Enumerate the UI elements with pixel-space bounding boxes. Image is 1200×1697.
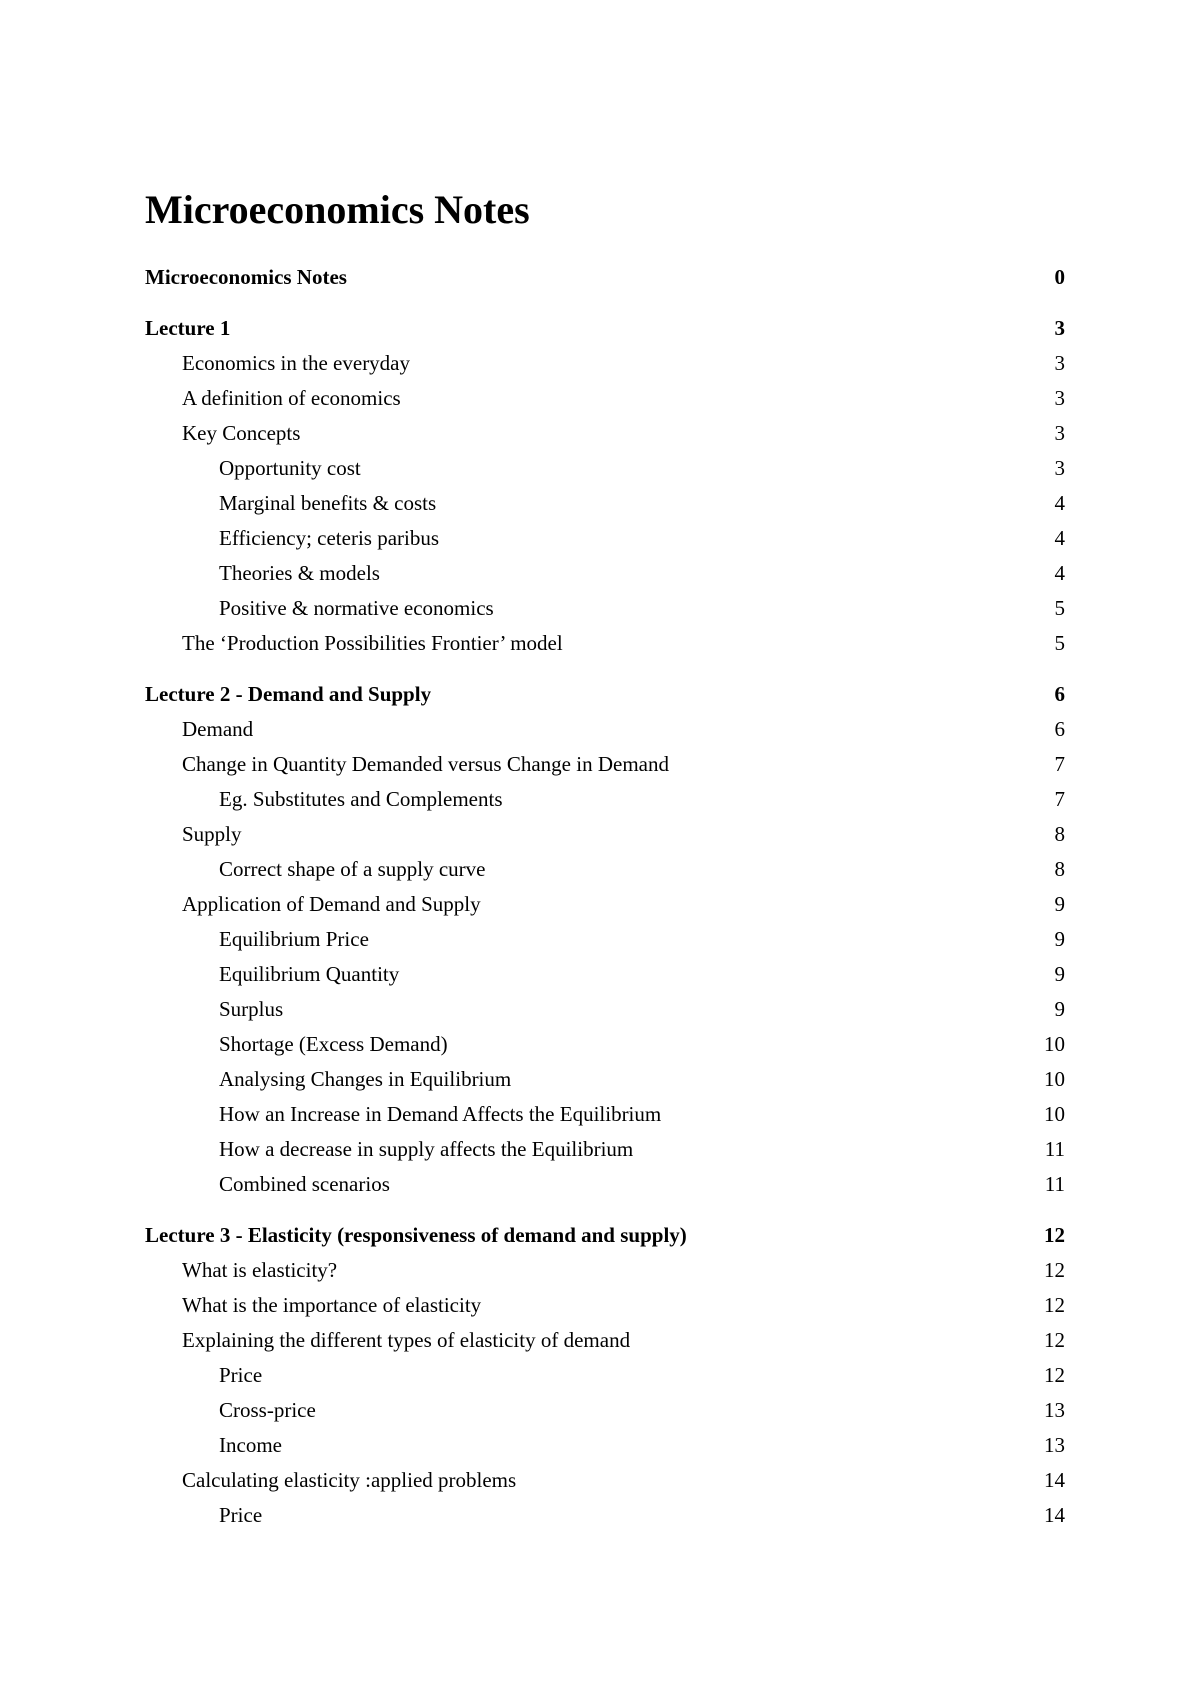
toc-entry-page-number: 7 xyxy=(1054,752,1065,776)
toc-entry[interactable] xyxy=(145,747,1065,782)
toc-entry-page-number: 14 xyxy=(1044,1468,1065,1492)
toc-entry-label: Change in Quantity Demanded versus Change in Demand xyxy=(182,752,669,776)
toc-entry-label: Theories & models xyxy=(219,561,380,585)
toc-entry-label: Application of Demand and Supply xyxy=(182,892,481,916)
toc-entry-page-number: 13 xyxy=(1044,1433,1065,1457)
toc-entry-page-number: 3 xyxy=(1054,456,1065,480)
toc-entry[interactable] xyxy=(145,712,1065,747)
toc-entry-page-number: 8 xyxy=(1054,857,1065,881)
toc-entry-page-number: 8 xyxy=(1054,822,1065,846)
toc-entry-label: Lecture 2 - Demand and Supply xyxy=(145,682,432,706)
toc-entry-label: Lecture 3 - Elasticity (responsiveness of demand and supply) xyxy=(145,1223,687,1247)
toc-entry-label: Correct shape of a supply curve xyxy=(219,857,486,881)
toc-entry[interactable] xyxy=(145,1288,1065,1323)
toc-entry-page-number: 0 xyxy=(1054,265,1065,289)
toc-entry-page-number: 6 xyxy=(1054,682,1065,706)
toc-entry-label: Economics in the everyday xyxy=(182,351,411,375)
toc-entry-label: Eg. Substitutes and Complements xyxy=(219,787,503,811)
toc-entry[interactable] xyxy=(145,521,1065,556)
toc-entry[interactable] xyxy=(145,1097,1065,1132)
toc-entry-label: Shortage (Excess Demand) xyxy=(219,1032,448,1056)
toc-entry-label: A definition of economics xyxy=(182,386,401,410)
toc-entry[interactable] xyxy=(145,1323,1065,1358)
toc-entry-label: Key Concepts xyxy=(182,421,301,445)
toc-entry[interactable] xyxy=(145,451,1065,486)
toc-entry[interactable] xyxy=(145,486,1065,521)
toc-entry-label: What is elasticity? xyxy=(182,1258,338,1282)
toc-entry-label: Opportunity cost xyxy=(219,456,361,480)
toc-entry[interactable] xyxy=(145,957,1065,992)
toc-entry-label: Positive & normative economics xyxy=(219,596,494,620)
toc-entry[interactable] xyxy=(145,992,1065,1027)
toc-entry-page-number: 5 xyxy=(1054,596,1065,620)
toc-entry-label: Analysing Changes in Equilibrium xyxy=(219,1067,512,1091)
toc-entry-page-number: 9 xyxy=(1054,892,1065,916)
toc-entry-page-number: 12 xyxy=(1044,1363,1065,1387)
toc-entry[interactable] xyxy=(145,1062,1065,1097)
toc-entry-label: Demand xyxy=(182,717,254,741)
toc-entry-page-number: 10 xyxy=(1044,1067,1065,1091)
toc-entry-page-number: 9 xyxy=(1054,927,1065,951)
toc-entry-page-number: 12 xyxy=(1044,1293,1065,1317)
toc-entry[interactable] xyxy=(145,416,1065,451)
toc-entry[interactable] xyxy=(145,346,1065,381)
toc-entry-page-number: 12 xyxy=(1044,1258,1065,1282)
toc-entry[interactable] xyxy=(145,556,1065,591)
toc-entry[interactable] xyxy=(145,591,1065,626)
toc-entry-label: The ‘Production Possibilities Frontier’ model xyxy=(182,631,563,655)
toc-entry-label: How an Increase in Demand Affects the Equilibrium xyxy=(219,1102,662,1126)
toc-entry-page-number: 3 xyxy=(1054,386,1065,410)
toc-entry[interactable] xyxy=(145,1167,1065,1202)
toc-entry-label: How a decrease in supply affects the Equilibrium xyxy=(219,1137,634,1161)
toc-entry[interactable] xyxy=(145,1027,1065,1062)
toc-entry-label: Marginal benefits & costs xyxy=(219,491,437,515)
toc-entry-page-number: 13 xyxy=(1044,1398,1065,1422)
toc-entry-page-number: 6 xyxy=(1054,717,1065,741)
toc-heading[interactable] xyxy=(145,677,1065,712)
toc-entry[interactable] xyxy=(145,1393,1065,1428)
toc-entry[interactable] xyxy=(145,1428,1065,1463)
toc-entry[interactable] xyxy=(145,817,1065,852)
toc-entry-page-number: 9 xyxy=(1054,997,1065,1021)
toc-heading[interactable] xyxy=(145,1218,1065,1253)
toc-entry[interactable] xyxy=(145,782,1065,817)
toc-entry-page-number: 12 xyxy=(1044,1223,1065,1247)
toc-entry-page-number: 4 xyxy=(1054,561,1065,585)
toc-entry-label: Income xyxy=(219,1433,282,1457)
toc-entry-page-number: 11 xyxy=(1044,1137,1065,1161)
toc-entry[interactable] xyxy=(145,381,1065,416)
toc-entry-label: Price xyxy=(219,1363,263,1387)
toc-entry[interactable] xyxy=(145,852,1065,887)
toc-entry[interactable] xyxy=(145,1132,1065,1167)
toc-heading[interactable] xyxy=(145,260,1065,295)
toc-entry-label: Equilibrium Price xyxy=(219,927,369,951)
toc-entry[interactable] xyxy=(145,1498,1065,1533)
toc-entry-label: Surplus xyxy=(219,997,284,1021)
toc-entry[interactable] xyxy=(145,887,1065,922)
toc-entry[interactable] xyxy=(145,1253,1065,1288)
toc-entry[interactable] xyxy=(145,1358,1065,1393)
toc-entry-label: Explaining the different types of elasticity of demand xyxy=(182,1328,631,1352)
toc-entry-label: Lecture 1 xyxy=(145,316,231,340)
toc-entry-label: Equilibrium Quantity xyxy=(219,962,400,986)
toc-entry-page-number: 12 xyxy=(1044,1328,1065,1352)
toc-entry-page-number: 3 xyxy=(1054,316,1065,340)
toc-entry-page-number: 5 xyxy=(1054,631,1065,655)
toc-entry-page-number: 4 xyxy=(1054,491,1065,515)
toc-entry-page-number: 4 xyxy=(1054,526,1065,550)
table-of-contents xyxy=(145,260,1065,1533)
toc-entry[interactable] xyxy=(145,922,1065,957)
toc-entry-page-number: 10 xyxy=(1044,1102,1065,1126)
toc-entry-page-number: 10 xyxy=(1044,1032,1065,1056)
toc-entry-page-number: 3 xyxy=(1054,351,1065,375)
toc-heading[interactable] xyxy=(145,311,1065,346)
toc-entry-label: Cross-price xyxy=(219,1398,316,1422)
toc-entry-page-number: 14 xyxy=(1044,1503,1065,1527)
toc-entry-page-number: 9 xyxy=(1054,962,1065,986)
toc-entry-label: Microeconomics Notes xyxy=(145,265,347,289)
toc-entry-page-number: 11 xyxy=(1044,1172,1065,1196)
toc-entry-label: Efficiency; ceteris paribus xyxy=(219,526,440,550)
toc-entry-page-number: 3 xyxy=(1054,421,1065,445)
toc-entry-label: What is the importance of elasticity xyxy=(182,1293,482,1317)
toc-entry-page-number: 7 xyxy=(1054,787,1065,811)
toc-entry-label: Calculating elasticity :applied problems xyxy=(182,1468,517,1492)
toc-entry-label: Price xyxy=(219,1503,263,1527)
toc-entry[interactable] xyxy=(145,1463,1065,1498)
toc-entry-label: Supply xyxy=(182,822,242,846)
document-title: Microeconomics Notes xyxy=(145,187,530,232)
toc-entry[interactable] xyxy=(145,626,1065,661)
toc-entry-label: Combined scenarios xyxy=(219,1172,390,1196)
